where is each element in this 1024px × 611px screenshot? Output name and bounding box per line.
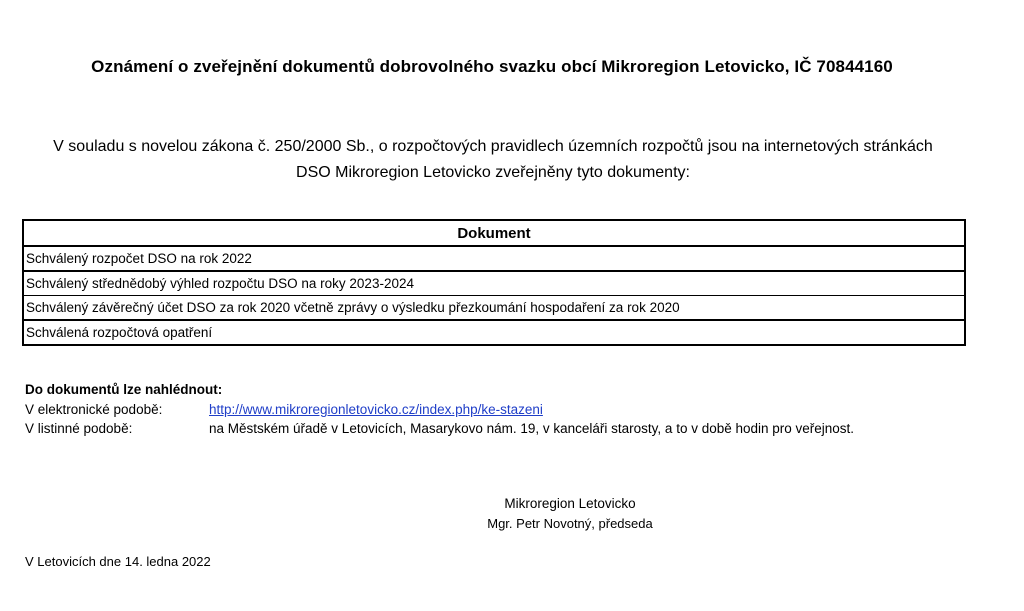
table-header-document: Dokument	[23, 220, 965, 246]
download-link[interactable]: http://www.mikroregionletovicko.cz/index.php/ke-stazeni	[209, 402, 543, 417]
signature-organization: Mikroregion Letovicko	[504, 496, 636, 511]
signature-person: Mgr. Petr Novotný, předseda	[487, 516, 653, 531]
document-cell: Schválený rozpočet DSO na rok 2022	[23, 246, 965, 271]
documents-table	[22, 219, 966, 346]
paper-location: na Městském úřadě v Letovicích, Masarykovo nám. 19, v kanceláři starosty, a to v době hodin pro veřejnost.	[209, 421, 855, 436]
document-cell: Schválený střednědobý výhled rozpočtu DSO na roky 2023-2024	[23, 271, 965, 296]
intro-line-1: V souladu s novelou zákona č. 250/2000 Sb., o rozpočtových pravidlech územních rozpočtů jsou na internetových stránkách	[53, 138, 933, 155]
table-row	[23, 320, 965, 345]
document-cell: Schválený závěrečný účet DSO za rok 2020 včetně zprávy o výsledku přezkoumání hospodaření za rok 2020	[23, 296, 965, 321]
date-line: V Letovicích dne 14. ledna 2022	[25, 554, 211, 569]
document-cell: Schválená rozpočtová opatření	[23, 320, 965, 345]
access-heading: Do dokumentů lze nahlédnout:	[25, 382, 223, 397]
table-row	[23, 271, 965, 296]
table-header-row	[23, 220, 965, 246]
paper-label: V listinné podobě:	[25, 421, 133, 436]
electronic-label: V elektronické podobě:	[25, 402, 163, 417]
table-row	[23, 246, 965, 271]
intro-paragraph	[0, 134, 986, 186]
table-row	[23, 296, 965, 321]
document-title: Oznámení o zveřejnění dokumentů dobrovolného svazku obcí Mikroregion Letovicko, IČ 70844160	[91, 57, 893, 76]
intro-line-2: DSO Mikroregion Letovicko zveřejněny tyto dokumenty:	[296, 164, 690, 181]
